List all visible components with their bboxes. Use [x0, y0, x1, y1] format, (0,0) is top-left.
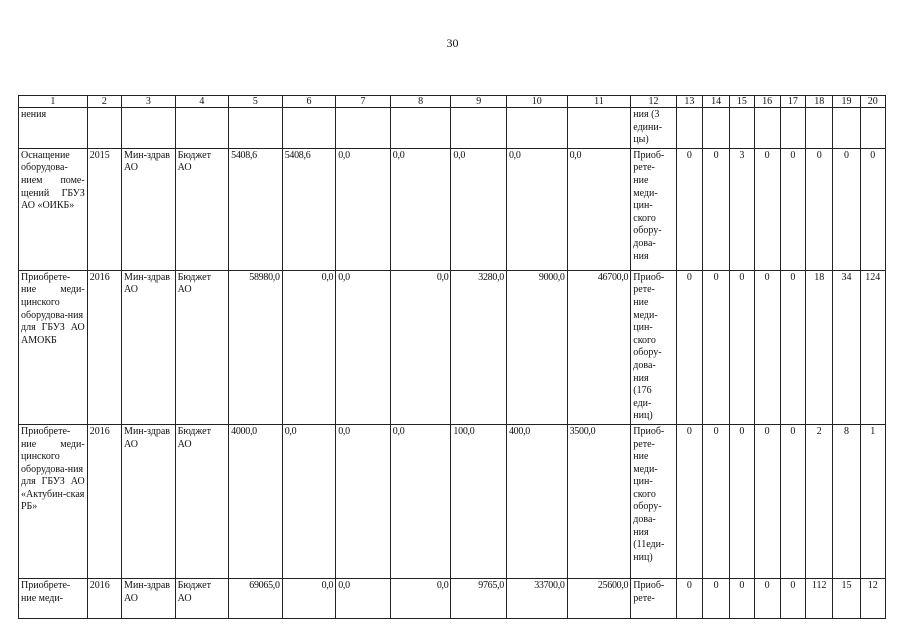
- column-header-5: 5: [229, 96, 283, 108]
- cell-col-7: 0,0: [336, 578, 391, 618]
- cell-col-3: Мин-здрав АО: [122, 148, 176, 270]
- cell-col-14: 0: [703, 424, 730, 578]
- cell-col-17: 0: [780, 270, 805, 424]
- column-header-3: 3: [122, 96, 176, 108]
- cell-col-4: Бюджет АО: [175, 424, 229, 578]
- cell-col-10: [506, 108, 567, 149]
- cell-col-5: 5408,6: [229, 148, 283, 270]
- cell-col-15: 0: [730, 424, 754, 578]
- column-header-14: 14: [703, 96, 730, 108]
- cell-col-5: 4000,0: [229, 424, 283, 578]
- cell-col-18: 2: [806, 424, 833, 578]
- cell-col-18: 18: [806, 270, 833, 424]
- cell-col-3: Мин-здрав АО: [122, 270, 176, 424]
- column-header-12: 12: [631, 96, 676, 108]
- cell-col-15: [730, 108, 754, 149]
- cell-col-20: [860, 108, 885, 149]
- cell-col-1: Приобрете-ние меди-цинского оборудова-ния для ГБУЗ АО «Актубин-ская РБ»: [19, 424, 88, 578]
- cell-col-13: 0: [676, 424, 702, 578]
- page-number: 30: [446, 36, 459, 50]
- cell-col-3: [122, 108, 176, 149]
- cell-col-16: 0: [754, 270, 780, 424]
- cell-col-20: 1: [860, 424, 885, 578]
- column-header-2: 2: [87, 96, 121, 108]
- cell-col-13: [676, 108, 702, 149]
- cell-col-6: 0,0: [282, 578, 336, 618]
- cell-col-14: [703, 108, 730, 149]
- cell-col-15: 0: [730, 270, 754, 424]
- cell-col-14: 0: [703, 270, 730, 424]
- cell-col-19: 15: [833, 578, 860, 618]
- cell-col-1: Приобрете-ние меди-: [19, 578, 88, 618]
- column-header-19: 19: [833, 96, 860, 108]
- cell-col-12: Приоб- рете- ние меди- цин- ского обору- дова- ния (11еди- ниц): [631, 424, 676, 578]
- cell-col-8: 0,0: [390, 270, 451, 424]
- cell-col-8: 0,0: [390, 578, 451, 618]
- cell-col-14: 0: [703, 148, 730, 270]
- cell-col-2: [87, 108, 121, 149]
- cell-col-6: [282, 108, 336, 149]
- cell-col-12: ния (3 едини- цы): [631, 108, 676, 149]
- cell-col-15: 3: [730, 148, 754, 270]
- cell-col-17: 0: [780, 148, 805, 270]
- column-header-15: 15: [730, 96, 754, 108]
- cell-col-2: 2016: [87, 578, 121, 618]
- cell-col-8: [390, 108, 451, 149]
- budget-table: [18, 95, 886, 619]
- cell-col-9: 0,0: [451, 148, 507, 270]
- column-header-4: 4: [175, 96, 229, 108]
- table-row: [19, 578, 886, 618]
- table-row: [19, 148, 886, 270]
- cell-col-10: 400,0: [506, 424, 567, 578]
- cell-col-1: Приобрете-ние меди-цинского оборудова-ния для ГБУЗ АО АМОКБ: [19, 270, 88, 424]
- cell-col-12: Приоб- рете- ние меди- цин- ского обору- дова- ния: [631, 148, 676, 270]
- cell-col-4: Бюджет АО: [175, 148, 229, 270]
- cell-col-17: 0: [780, 424, 805, 578]
- cell-col-4: Бюджет АО: [175, 578, 229, 618]
- cell-col-13: 0: [676, 148, 702, 270]
- cell-col-2: 2016: [87, 270, 121, 424]
- column-header-18: 18: [806, 96, 833, 108]
- cell-col-9: 3280,0: [451, 270, 507, 424]
- cell-col-16: 0: [754, 424, 780, 578]
- column-header-6: 6: [282, 96, 336, 108]
- column-header-16: 16: [754, 96, 780, 108]
- column-header-20: 20: [860, 96, 885, 108]
- cell-col-20: 0: [860, 148, 885, 270]
- table-row: [19, 108, 886, 149]
- cell-col-3: Мин-здрав АО: [122, 578, 176, 618]
- cell-col-13: 0: [676, 270, 702, 424]
- cell-col-17: [780, 108, 805, 149]
- cell-col-12: Приоб- рете-: [631, 578, 676, 618]
- cell-col-1: нения: [19, 108, 88, 149]
- cell-col-8: 0,0: [390, 148, 451, 270]
- cell-col-4: Бюджет АО: [175, 270, 229, 424]
- cell-col-10: 9000,0: [506, 270, 567, 424]
- cell-col-19: [833, 108, 860, 149]
- cell-col-11: 25600,0: [567, 578, 631, 618]
- cell-col-4: [175, 108, 229, 149]
- column-header-13: 13: [676, 96, 702, 108]
- cell-col-2: 2016: [87, 424, 121, 578]
- column-number-row: [19, 96, 886, 108]
- cell-col-17: 0: [780, 578, 805, 618]
- cell-col-7: 0,0: [336, 148, 391, 270]
- cell-col-19: 0: [833, 148, 860, 270]
- column-header-7: 7: [336, 96, 391, 108]
- cell-col-20: 124: [860, 270, 885, 424]
- cell-col-2: 2015: [87, 148, 121, 270]
- cell-col-6: 0,0: [282, 424, 336, 578]
- column-header-9: 9: [451, 96, 507, 108]
- cell-col-8: 0,0: [390, 424, 451, 578]
- cell-col-19: 8: [833, 424, 860, 578]
- cell-col-16: 0: [754, 148, 780, 270]
- cell-col-6: 5408,6: [282, 148, 336, 270]
- cell-col-16: [754, 108, 780, 149]
- table-row: [19, 424, 886, 578]
- cell-col-7: [336, 108, 391, 149]
- cell-col-18: 112: [806, 578, 833, 618]
- cell-col-13: 0: [676, 578, 702, 618]
- cell-col-18: 0: [806, 148, 833, 270]
- cell-col-3: Мин-здрав АО: [122, 424, 176, 578]
- cell-col-19: 34: [833, 270, 860, 424]
- cell-col-7: 0,0: [336, 424, 391, 578]
- table-body: [19, 96, 886, 619]
- cell-col-11: 46700,0: [567, 270, 631, 424]
- cell-col-5: [229, 108, 283, 149]
- cell-col-14: 0: [703, 578, 730, 618]
- column-header-10: 10: [506, 96, 567, 108]
- cell-col-16: 0: [754, 578, 780, 618]
- cell-col-15: 0: [730, 578, 754, 618]
- column-header-11: 11: [567, 96, 631, 108]
- cell-col-5: 69065,0: [229, 578, 283, 618]
- cell-col-9: 100,0: [451, 424, 507, 578]
- cell-col-6: 0,0: [282, 270, 336, 424]
- cell-col-9: 9765,0: [451, 578, 507, 618]
- cell-col-11: 3500,0: [567, 424, 631, 578]
- cell-col-7: 0,0: [336, 270, 391, 424]
- cell-col-10: 0,0: [506, 148, 567, 270]
- column-header-8: 8: [390, 96, 451, 108]
- cell-col-11: 0,0: [567, 148, 631, 270]
- cell-col-9: [451, 108, 507, 149]
- cell-col-10: 33700,0: [506, 578, 567, 618]
- cell-col-1: Оснащение оборудова-нием поме-щений ГБУЗ АО «ОИКБ»: [19, 148, 88, 270]
- cell-col-11: [567, 108, 631, 149]
- cell-col-20: 12: [860, 578, 885, 618]
- cell-col-12: Приоб- рете- ние меди- цин- ского обору- дова- ния (176 еди- ниц): [631, 270, 676, 424]
- column-header-1: 1: [19, 96, 88, 108]
- cell-col-18: [806, 108, 833, 149]
- column-header-17: 17: [780, 96, 805, 108]
- cell-col-5: 58980,0: [229, 270, 283, 424]
- table-row: [19, 270, 886, 424]
